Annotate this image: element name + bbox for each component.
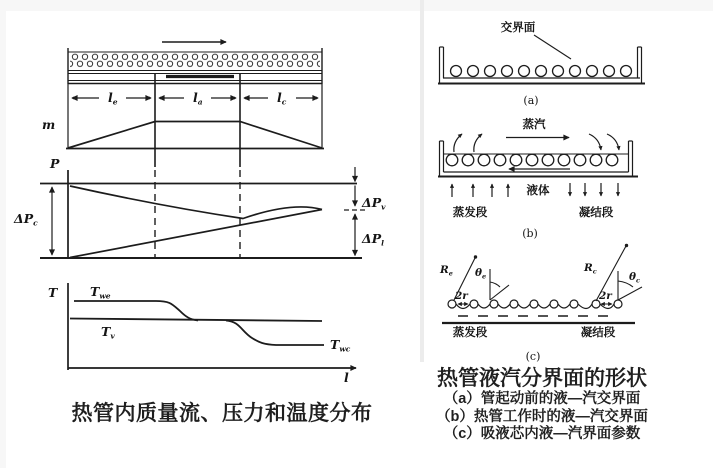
left-figure-caption: 热管内质量流、压力和温度分布 (71, 402, 373, 425)
temperature-axis-label: T (48, 285, 58, 300)
pore-diameter-left-label: 2r (455, 290, 468, 302)
radius-evap-subscript: e (448, 269, 453, 278)
liquid-bead-row (451, 66, 632, 77)
panel-b-tag: (b) (522, 227, 538, 240)
wall-condenser-temp-curve (226, 321, 324, 346)
wall-condenser-temp-label (330, 337, 351, 354)
mass-flow-profile (68, 122, 322, 149)
vapor-pressure-drop-subscript: v (381, 202, 386, 212)
pressure-axis-label: P (50, 156, 60, 171)
capillary-pressure-symbol: ΔP (14, 211, 34, 226)
liquid-label: 液体 (526, 185, 550, 197)
adiabatic-length-symbol: l (193, 90, 198, 105)
vapor-pressure-drop-label (361, 195, 386, 212)
pressure-chart (13, 156, 386, 258)
angle-evap-symbol: θ (475, 267, 483, 279)
liquid-bead-row (446, 154, 618, 166)
mass-axis-label: m (42, 117, 56, 132)
angle-cond-symbol: θ (629, 271, 637, 283)
evaporation-arrows (454, 134, 482, 152)
radius-cond-subscript: c (592, 267, 597, 276)
right-figure-caption-b: （b）热管工作时的液—汽交界面 (436, 408, 648, 425)
evaporation-section-label: 蒸发段 (452, 327, 488, 339)
liquid-pressure-drop-label (361, 231, 384, 248)
vapor-temp-subscript: v (110, 331, 115, 341)
angle-evap-subscript: e (482, 272, 487, 281)
radius-cond-symbol: R (584, 262, 593, 274)
right-figure-caption-block (422, 366, 662, 444)
capillary-pressure-subscript: c (33, 218, 38, 228)
vapor-temp-symbol: T (101, 324, 111, 339)
contact-angle-evap-lines (490, 269, 509, 300)
wall-evaporator-temp-subscript: we (99, 291, 111, 301)
condenser-length-label (277, 90, 287, 107)
condensation-arrows (589, 134, 619, 150)
right-figure-caption-a: （a）管起动前的液—汽交界面 (443, 391, 641, 407)
condensation-section-label: 凝结段 (578, 207, 614, 219)
adiabatic-length-subscript: a (197, 97, 203, 107)
interface-label: 交界面 (500, 22, 536, 34)
vapor-temp-curve (70, 319, 322, 322)
wall-evaporator-temp-curve (74, 301, 198, 321)
wick-bead-row-1 (70, 53, 320, 60)
right-figure-diagram (430, 0, 713, 365)
panel-b-interface-working (438, 117, 638, 240)
contact-angle-cond-label (629, 271, 640, 285)
panel-a-interface-before-startup (438, 20, 645, 107)
wall-condenser-temp-symbol: T (330, 337, 340, 352)
meniscus-radius-cond-label (583, 262, 597, 276)
wick-bead-row (448, 300, 622, 308)
evaporator-length-symbol: l (108, 90, 113, 105)
panel-c-meniscus-parameters (439, 244, 642, 363)
length-axis-label: l (344, 370, 349, 385)
vapor-temp-label (101, 324, 115, 341)
capillary-pressure-label (13, 211, 38, 228)
right-figure-caption-title: 热管液汽分界面的形状 (437, 367, 647, 390)
liquid-pressure-curve (70, 210, 322, 258)
right-figure-caption-c: （c）吸液芯内液—汽界面参数 (443, 426, 641, 442)
adiabatic-length-label (193, 90, 203, 107)
evaporator-length-subscript: e (112, 97, 118, 107)
heat-in-arrows (452, 184, 508, 197)
radius-evap-symbol: R (440, 264, 449, 276)
wall-evaporator-temp-label (90, 284, 111, 301)
length-dimensions (68, 74, 322, 167)
heat-pipe-schematic (68, 42, 322, 84)
evaporator-length-label (108, 90, 118, 107)
vapor-pressure-curve (70, 186, 322, 219)
heat-out-arrows (570, 183, 618, 196)
pore-diameter-right-label: 2r (599, 290, 612, 302)
meniscus-radius-evap-label (439, 264, 453, 278)
condenser-length-symbol: l (277, 90, 282, 105)
liquid-pressure-drop-symbol: ΔP (362, 231, 382, 246)
liquid-pressure-drop-subscript: l (381, 238, 384, 248)
mass-flow-chart (42, 117, 324, 149)
condensation-section-label: 凝结段 (580, 327, 616, 339)
temperature-chart (48, 283, 356, 385)
wall-evaporator-temp-symbol: T (90, 284, 100, 299)
contact-angle-evap-label (475, 267, 486, 281)
wick-bead-row-2 (70, 60, 320, 67)
wall-condenser-temp-subscript: wc (339, 344, 351, 354)
interface-pointer-line (534, 35, 571, 59)
vapor-label: 蒸汽 (522, 119, 546, 131)
condenser-length-subscript: c (281, 97, 287, 107)
panel-c-tag: (c) (525, 350, 541, 363)
panel-a-tag: (a) (523, 94, 539, 107)
angle-cond-subscript: c (636, 276, 640, 285)
vapor-pressure-drop-symbol: ΔP (362, 195, 382, 210)
evaporation-section-label: 蒸发段 (452, 207, 488, 219)
